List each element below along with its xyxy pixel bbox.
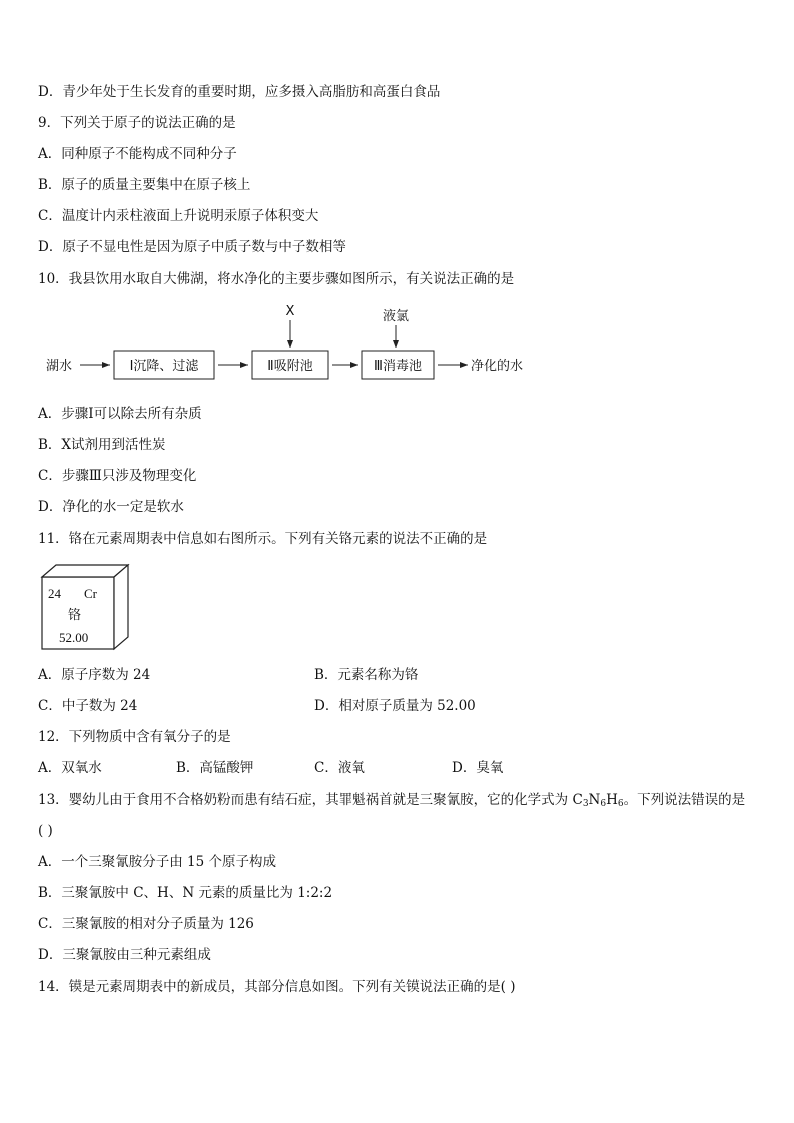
- q10-option-c: C．步骤Ⅲ只涉及物理变化: [38, 468, 197, 484]
- q9-option-a: A．同种原子不能构成不同种分子: [38, 146, 237, 162]
- q13-option-d: D．三聚氰胺由三种元素组成: [38, 947, 211, 963]
- q13-stem-post: 。下列说法错误的是: [623, 792, 746, 808]
- flow-output-label: 净化的水: [471, 359, 524, 374]
- flow-input-label: 湖水: [46, 359, 73, 374]
- q9-option-c: C．温度计内汞柱液面上升说明汞原子体积变大: [38, 208, 319, 224]
- q13-option-c: C．三聚氰胺的相对分子质量为 126: [38, 916, 254, 932]
- q13-stem: [38, 791, 745, 813]
- q12-option-b: B．高锰酸钾: [176, 760, 254, 776]
- q11-option-c: C．中子数为 24: [38, 698, 138, 714]
- q10-stem: 10．我县饮用水取自大佛湖，将水净化的主要步骤如图所示，有关说法正确的是: [38, 271, 515, 287]
- cube-side-face: [114, 565, 128, 649]
- q11-option-a: A．原子序数为 24: [38, 667, 151, 683]
- q13-option-a: A．一个三聚氰胺分子由 15 个原子构成: [38, 854, 277, 870]
- q13-formula-sub-c: 3: [582, 799, 589, 809]
- flow-step1-label: Ⅰ沉降、过滤: [129, 359, 199, 374]
- q12-option-d: D．臭氧: [452, 760, 504, 776]
- cube-top-face: [42, 565, 128, 577]
- q11-stem: 11．铬在元素周期表中信息如右图所示。下列有关铬元素的说法不正确的是: [38, 531, 488, 547]
- flow-step2-label: Ⅱ吸附池: [267, 359, 313, 374]
- q12-option-c: C．液氧: [314, 760, 365, 776]
- flow-reagent-chlorine: 液氯: [382, 309, 410, 324]
- q9-stem: 9．下列关于原子的说法正确的是: [38, 115, 236, 131]
- element-atomic-number: 24: [48, 586, 61, 601]
- q10-option-d: D．净化的水一定是软水: [38, 499, 184, 515]
- chromium-element-cell: [40, 563, 134, 653]
- element-atomic-mass: 52.00: [59, 630, 89, 645]
- q13-option-b: B．三聚氰胺中 C、H、N 元素的质量比为 1:2:2: [38, 885, 333, 901]
- flow-reagent-x: X: [285, 304, 295, 319]
- q13-formula-sub-n: 6: [600, 799, 607, 809]
- q9-option-b: B．原子的质量主要集中在原子核上: [38, 177, 251, 193]
- q10-option-a: A．步骤Ⅰ可以除去所有杂质: [38, 406, 202, 422]
- q11-option-d: D．相对原子质量为 52.00: [314, 698, 476, 714]
- q9-option-d: D．原子不显电性是因为原子中质子数与中子数相等: [38, 239, 346, 255]
- q13-stem-pre: 13．婴幼儿由于食用不合格奶粉而患有结石症，其罪魁祸首就是三聚氰胺，它的化学式为 C: [38, 792, 583, 808]
- q12-stem: 12．下列物质中含有氧分子的是: [38, 729, 231, 745]
- q13-answer-paren: ( ): [38, 823, 53, 839]
- q13-formula-sub-h: 6: [617, 799, 624, 809]
- q11-option-b: B．元素名称为铬: [314, 667, 419, 683]
- q14-stem: 14．镆是元素周期表中的新成员，其部分信息如图。下列有关镆说法正确的是( ): [38, 979, 516, 995]
- q8-option-d: D．青少年处于生长发育的重要时期，应多摄入高脂肪和高蛋白食品: [38, 84, 441, 100]
- flow-step3-label: Ⅲ消毒池: [374, 359, 422, 374]
- element-name: 铬: [68, 608, 82, 623]
- water-purification-flowchart: [40, 298, 540, 388]
- q13-formula-h: H: [606, 792, 618, 808]
- element-symbol: Cr: [84, 586, 97, 601]
- q10-option-b: B．X试剂用到活性炭: [38, 437, 166, 453]
- q13-formula-n: N: [588, 792, 601, 808]
- q12-option-a: A．双氧水: [38, 760, 102, 776]
